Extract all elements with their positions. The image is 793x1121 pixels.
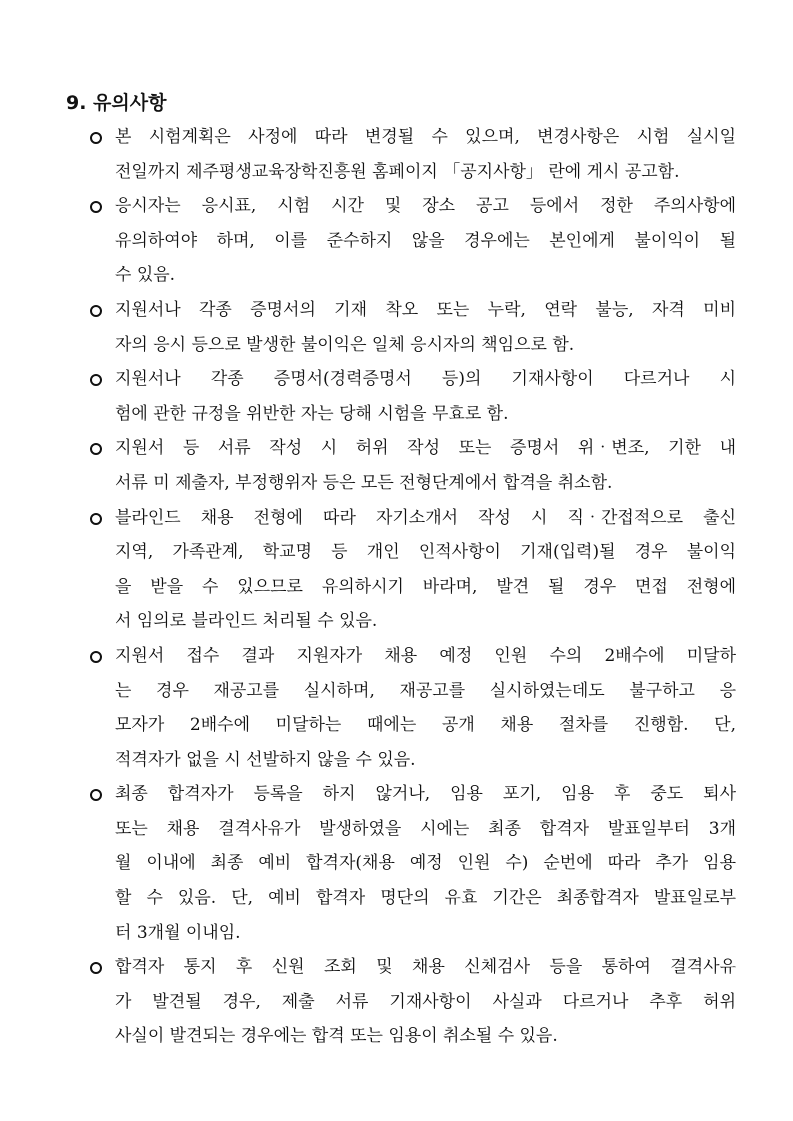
hollow-circle-bullet-icon (90, 443, 102, 455)
notice-item (88, 644, 736, 782)
hollow-circle-bullet-icon (90, 201, 102, 213)
notice-list (88, 125, 736, 1059)
notice-line: 터 3개월 이내임. (115, 922, 241, 943)
notice-line: 지원서나 각종 증명서의 기재 착오 또는 누락, 연락 불능, 자격 미비 (115, 299, 736, 320)
notice-line: 지원서나 각종 증명서(경력증명서 등)의 기재사항이 다르거나 시 (115, 369, 736, 390)
notice-item (88, 506, 736, 644)
notice-line: 수 있음. (115, 265, 176, 286)
notice-line: 블라인드 채용 전형에 따라 자기소개서 작성 시 직‧간접적으로 출신 (115, 507, 736, 528)
notice-line: 전일까지 제주평생교육장학진흥원 홈페이지 「공지사항」 란에 게시 공고함. (115, 161, 680, 182)
notice-item (88, 782, 736, 955)
notice-line: 지원서 접수 결과 지원자가 채용 예정 인원 수의 2배수에 미달하 (115, 645, 736, 666)
notice-line: 서 임의로 블라인드 처리될 수 있음. (115, 611, 378, 632)
notice-line: 합격자 통지 후 신원 조회 및 채용 신체검사 등을 통하여 결격사유 (115, 957, 736, 978)
notice-line: 유의하여야 하며, 이를 준수하지 않을 경우에는 본인에게 불이익이 될 (115, 230, 736, 251)
notice-item (88, 194, 736, 298)
hollow-circle-bullet-icon (90, 305, 102, 317)
section-title: 9. 유의사항 (66, 92, 167, 114)
notice-line: 본 시험계획은 사정에 따라 변경될 수 있으며, 변경사항은 시험 실시일 (115, 127, 736, 147)
notice-item (88, 367, 736, 436)
notice-line: 지원서 등 서류 작성 시 허위 작성 또는 증명서 위‧변조, 기한 내 (115, 438, 736, 459)
notice-line: 또는 채용 결격사유가 발생하였을 시에는 최종 합격자 발표일부터 3개 (115, 818, 736, 839)
notice-item (88, 955, 736, 1059)
notice-line: 는 경우 재공고를 실시하며, 재공고를 실시하였는데도 불구하고 응 (115, 680, 736, 701)
notice-line: 월 이내에 최종 예비 합격자(채용 예정 인원 수) 순번에 따라 추가 임용 (115, 853, 736, 874)
notice-line: 응시자는 응시표, 시험 시간 및 장소 공고 등에서 정한 주의사항에 (115, 196, 736, 217)
notice-line: 험에 관한 규정을 위반한 자는 당해 시험을 무효로 함. (115, 403, 509, 424)
notice-line: 자의 응시 등으로 발생한 불이익은 일체 응시자의 책임으로 함. (115, 334, 575, 355)
notice-line: 지역, 가족관계, 학교명 등 개인 인적사항이 기재(입력)될 경우 불이익 (115, 542, 736, 563)
notice-line: 가 발견될 경우, 제출 서류 기재사항이 사실과 다르거나 추후 허위 (115, 991, 736, 1012)
notice-line: 할 수 있음. 단, 예비 합격자 명단의 유효 기간은 최종합격자 발표일로부 (115, 888, 736, 909)
notice-line: 모자가 2배수에 미달하는 때에는 공개 채용 절차를 진행함. 단, (115, 715, 736, 736)
notice-item (88, 125, 736, 194)
notice-item (88, 436, 736, 505)
hollow-circle-bullet-icon (90, 374, 102, 386)
hollow-circle-bullet-icon (90, 132, 102, 144)
hollow-circle-bullet-icon (90, 962, 102, 974)
notice-line: 서류 미 제출자, 부정행위자 등은 모든 전형단계에서 합격을 취소함. (115, 472, 613, 493)
hollow-circle-bullet-icon (90, 789, 102, 801)
notice-line: 을 받을 수 있으므로 유의하시기 바라며, 발견 될 경우 면접 전형에 (115, 576, 736, 597)
notice-line: 사실이 발견되는 경우에는 합격 또는 임용이 취소될 수 있음. (115, 1026, 558, 1047)
notice-line: 적격자가 없을 시 선발하지 않을 수 있음. (115, 749, 416, 770)
hollow-circle-bullet-icon (90, 651, 102, 663)
notice-line: 최종 합격자가 등록을 하지 않거나, 임용 포기, 임용 후 중도 퇴사 (115, 784, 736, 805)
notice-item (88, 298, 736, 367)
hollow-circle-bullet-icon (90, 513, 102, 525)
